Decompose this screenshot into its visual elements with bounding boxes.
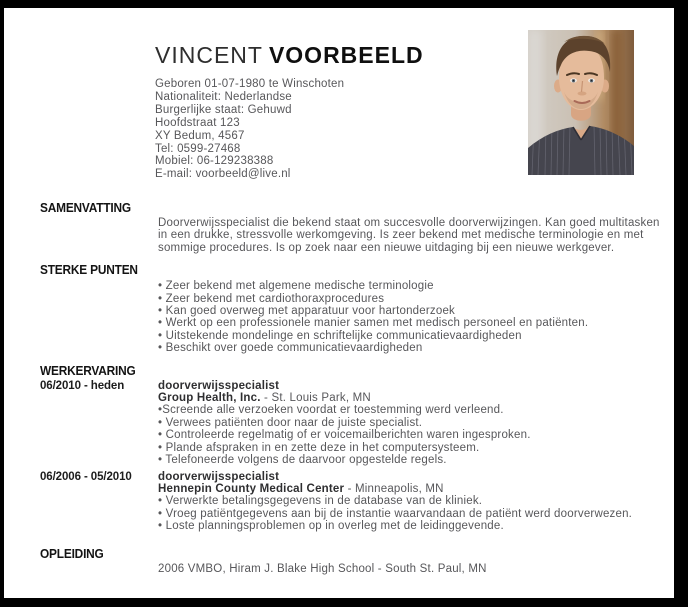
job-bullet: • Verwees patiënten door naar de juiste specialist. [158,416,423,429]
cv-page [4,8,674,598]
strength-item: • Beschikt over goede communicatievaardigheden [158,342,423,355]
job-title: doorverwijsspecialist [158,470,280,483]
contact-line-street: Hoofdstraat 123 [155,116,240,129]
job-entry [40,471,664,533]
job-entry [40,380,664,467]
job-body [158,380,663,467]
section-heading-samenvatting: SAMENVATTING [40,201,131,215]
job-company [158,392,663,404]
job-bullet: •Screende alle verzoeken voordat er toestemming werd verleend. [158,404,504,417]
section-samenvatting [40,201,664,254]
summary-text: Doorverwijsspecialist die bekend staat om succesvolle doorverwijzingen. Kan goed multitasken in een drukke, stressvolle werkomgeving. Is zeer bekend met medische terminologie en met sommige procedures. Is op zoek naar een nieuwe uitdaging bij een nieuwe werkgever. [158,217,660,254]
job-bullet: • Controleerde regelmatig of er voicemailberichten waren ingesproken. [158,429,531,442]
profile-photo [528,30,634,175]
contact-line-email: E-mail: voorbeeld@live.nl [155,168,291,181]
name-first: VINCENT [155,42,263,68]
strength-item: • Zeer bekend met cardiothoraxprocedures [158,292,385,305]
section-sterke-punten [40,263,664,354]
cv-header [40,42,664,190]
section-heading-sterke-punten: STERKE PUNTEN [40,263,138,278]
contact-line-city: XY Bedum, 4567 [155,129,245,142]
section-heading-werkervaring: WERKERVARING [40,363,136,378]
portrait-illustration [528,30,634,175]
name-last: VOORBEELD [268,42,424,68]
job-company [158,483,663,495]
job-bullet: • Verwerkte betalingsgegevens in de database van de kliniek. [158,495,483,508]
job-period: 06/2010 - heden [40,379,125,392]
company-name: Group Health, Inc. [158,392,261,405]
contact-line-nationality: Nationaliteit: Nederlandse [155,90,292,103]
job-body [158,471,663,533]
strength-item: • Uitstekende mondelinge en schriftelijke communicatievaardigheden [158,329,522,342]
section-heading-opleiding: OPLEIDING [40,546,104,561]
job-bullet: • Plande afspraken in en zette deze in het computersysteem. [158,441,480,454]
company-name: Hennepin County Medical Center [158,482,345,495]
contact-line-marital: Burgerlijke staat: Gehuwd [155,103,292,116]
strength-item: • Zeer bekend met algemene medische terminologie [158,280,434,293]
contact-line-birth: Geboren 01-07-1980 te Winschoten [155,78,345,90]
company-location: - St. Louis Park, MN [260,392,371,405]
job-title: doorverwijsspecialist [158,379,280,392]
strength-item: • Kan goed overweg met apparatuur voor hartonderzoek [158,305,455,318]
company-location: - Minneapolis, MN [344,482,444,495]
education-entry: 2006 VMBO, Hiram J. Blake High School - South St. Paul, MN [158,562,487,575]
contact-line-mobile: Mobiel: 06-129238388 [155,155,274,168]
section-opleiding [40,547,664,575]
job-period: 06/2006 - 05/2010 [40,470,132,483]
contact-line-phone: Tel: 0599-27468 [155,142,241,155]
job-bullet: • Loste planningsproblemen op in overleg met de leidinggevende. [158,520,504,533]
job-bullet: • Telefoneerde volgens de daarvoor opgestelde regels. [158,454,447,467]
strengths-list [158,280,663,354]
section-werkervaring [40,364,664,533]
job-bullet: • Vroeg patiëntgegevens aan bij de instantie waarvandaan de patiënt werd doorverwezen. [158,507,633,520]
strength-item: • Werkt op een professionele manier samen met medisch personeel en patiënten. [158,317,589,330]
